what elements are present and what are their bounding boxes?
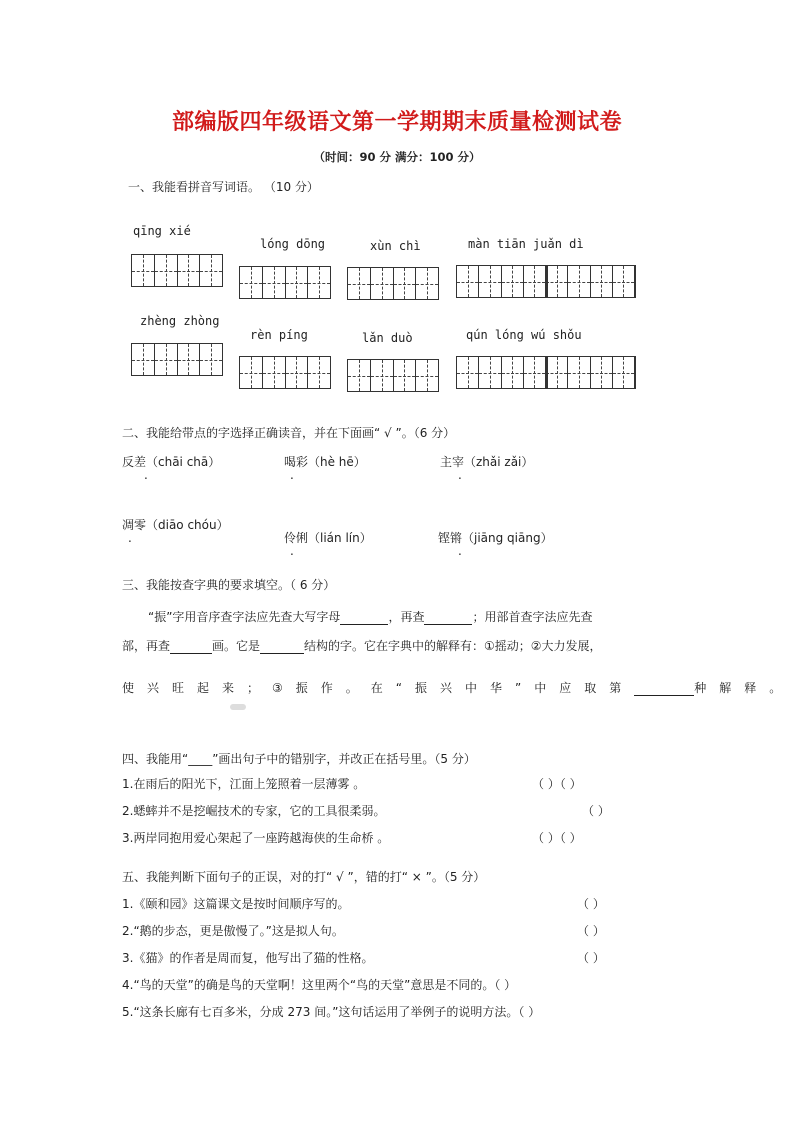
writing-grid-6[interactable]: [239, 356, 331, 389]
blank-syllable[interactable]: [424, 610, 472, 625]
pronunciation-item-5[interactable]: 伶俐（lián lín）: [284, 531, 372, 545]
pinyin-6: rèn píng: [250, 328, 308, 342]
answer-paren[interactable]: （ ）: [494, 978, 517, 992]
answer-paren[interactable]: （ ）: [577, 897, 605, 911]
emphasis-dot: .: [458, 544, 462, 558]
pronunciation-item-6[interactable]: 铿锵（jiāng qiāng）: [438, 531, 553, 545]
pinyin-2: lóng dōng: [260, 237, 326, 251]
pinyin-5: zhèng zhòng: [140, 314, 220, 328]
writing-grid-4[interactable]: [456, 265, 636, 298]
writing-grid-5[interactable]: [131, 343, 223, 376]
section-2-heading: 二、我能给带点的字选择正确读音，并在下面画“ √ ”。（6 分）: [122, 426, 456, 440]
blank-strokes[interactable]: [170, 639, 212, 654]
blank-letter[interactable]: [340, 610, 388, 625]
dictionary-line-3: 使兴旺起来；③振作。在“振兴中华”中应取第 种解释。: [122, 681, 794, 695]
blank-meaning[interactable]: [634, 681, 694, 696]
scan-smudge: [230, 704, 246, 710]
pinyin-1: qīng xié: [133, 224, 191, 238]
pronunciation-item-1[interactable]: 反差（chāi chā）: [122, 455, 221, 469]
section-5-heading: 五、我能判断下面句子的正误，对的打“ √ ”，错的打“ × ”。（5 分）: [122, 870, 486, 884]
pinyin-7: lǎn duò: [362, 331, 413, 345]
writing-grid-8[interactable]: [456, 356, 636, 389]
pronunciation-item-3[interactable]: 主宰（zhǎi zǎi）: [440, 455, 534, 469]
emphasis-dot: .: [290, 544, 294, 558]
writing-grid-3[interactable]: [347, 267, 439, 300]
answer-paren[interactable]: （ ）: [577, 951, 605, 965]
judge-sentence-5: 5.“这条长廊有七百多米，分成 273 间。”这句话运用了举例子的说明方法。（ ）: [122, 1005, 541, 1019]
pronunciation-item-4[interactable]: 凋零（diāo chóu）: [122, 518, 229, 532]
pronunciation-item-2[interactable]: 喝彩（hè hē）: [284, 455, 366, 469]
dictionary-line-2: 部，再查 画。它是 结构的字。它在字典中的解释有：①摇动；②大力发展，: [122, 639, 602, 653]
answer-paren[interactable]: （ ）（ ）: [532, 831, 582, 845]
judge-sentence-2: 2.“鹅的步态，更是傲慢了。”这是拟人句。: [122, 924, 344, 938]
section-3-heading: 三、我能按查字典的要求填空。（ 6 分）: [122, 578, 336, 592]
pinyin-4: màn tiān juǎn dì: [468, 237, 584, 251]
exam-info: （时间：90 分 满分：100 分）: [313, 150, 481, 164]
page-title: 部编版四年级语文第一学期期末质量检测试卷: [171, 110, 622, 135]
emphasis-dot: .: [458, 468, 462, 482]
section-4-heading: 四、我能用“____”画出句子中的错别字，并改正在括号里。（5 分）: [122, 752, 476, 766]
emphasis-dot: .: [128, 531, 132, 545]
pinyin-8: qún lóng wú shǒu: [466, 328, 582, 342]
writing-grid-2[interactable]: [239, 266, 331, 299]
answer-paren[interactable]: （ ）: [582, 804, 610, 818]
dictionary-line-1: “振”字用音序查字法应先查大写字母 ，再查 ；用部首查字法应先查: [148, 610, 593, 624]
emphasis-dot: .: [290, 468, 294, 482]
judge-sentence-4: 4.“鸟的天堂”的确是鸟的天堂啊！这里两个“鸟的天堂”意思是不同的。（ ）: [122, 978, 517, 992]
emphasis-dot: .: [144, 468, 148, 482]
typo-sentence-3: 3.两岸同抱用爱心架起了一座跨越海侠的生命桥 。: [122, 831, 390, 845]
answer-paren[interactable]: （ ）: [577, 924, 605, 938]
judge-sentence-3: 3.《猫》的作者是周而复，他写出了猫的性格。: [122, 951, 374, 965]
answer-paren[interactable]: （ ）（ ）: [532, 777, 582, 791]
writing-grid-7[interactable]: [347, 359, 439, 392]
writing-grid-1[interactable]: [131, 254, 223, 287]
section-1-heading: 一、我能看拼音写词语。 （10 分）: [128, 180, 319, 194]
pinyin-3: xùn chì: [370, 239, 421, 253]
answer-paren[interactable]: （ ）: [518, 1005, 541, 1019]
typo-sentence-2: 2.蟋蟀并不是挖崛技术的专家，它的工具很柔弱。: [122, 804, 386, 818]
blank-structure[interactable]: [260, 639, 304, 654]
typo-sentence-1: 1.在雨后的阳光下，江面上笼照着一层薄雾 。: [122, 777, 366, 791]
judge-sentence-1: 1.《颐和园》这篇课文是按时间顺序写的。: [122, 897, 350, 911]
